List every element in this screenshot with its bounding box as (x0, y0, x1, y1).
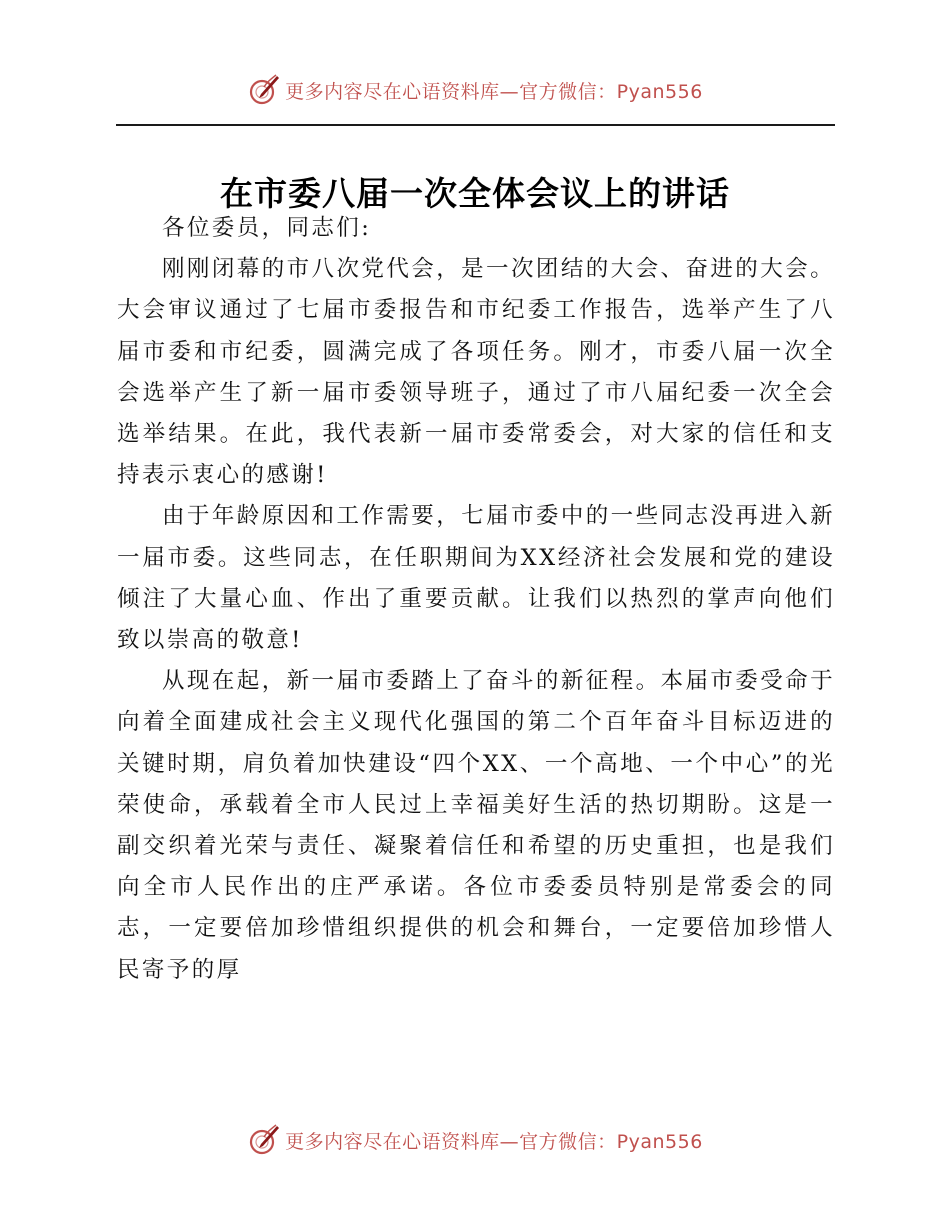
footer-banner-text: 更多内容尽在心语资料库—官方微信：Pyan556 (285, 1130, 703, 1153)
header-banner-text: 更多内容尽在心语资料库—官方微信：Pyan556 (285, 80, 703, 103)
paragraph: 从现在起，新一届市委踏上了奋斗的新征程。本届市委受命于向着全面建成社会主义现代化强国的第二个百年奋斗目标迈进的关键时期，肩负着加快建设“四个XX、一个高地、一个中心”的光荣使命，承载着全市人民过上幸福美好生活的热切期盼。这是一副交织着光荣与责任、凝聚着信任和希望的历史重担，也是我们向全市人民作出的庄严承诺。各位市委委员特别是常委会的同志，一定要倍加珍惜组织提供的机会和舞台，一定要倍加珍惜人民寄予的厚 (117, 668, 835, 983)
quill-pen-logo-icon (247, 73, 281, 107)
paragraph: 由于年龄原因和工作需要，七届市委中的一些同志没再进入新一届市委。这些同志，在任职期间为XX经济社会发展和党的建设倾注了大量心血、作出了重要贡献。让我们以热烈的掌声向他们致以崇高的敬意! (117, 503, 835, 654)
greeting-line: 各位委员，同志们: (162, 215, 372, 241)
header-divider (116, 124, 835, 126)
header-banner (0, 70, 950, 110)
document-body (117, 208, 835, 991)
quill-pen-logo-icon (247, 1123, 281, 1157)
paragraph: 刚刚闭幕的市八次党代会，是一次团结的大会、奋进的大会。大会审议通过了七届市委报告和市纪委工作报告，选举产生了八届市委和市纪委，圆满完成了各项任务。刚才，市委八届一次全会选举产生了新一届市委领导班子，通过了市八届纪委一次全会选举结果。在此，我代表新一届市委常委会，对大家的信任和支持表示衷心的感谢! (117, 256, 835, 489)
footer-banner (0, 1120, 950, 1160)
document-title: 在市委八届一次全体会议上的讲话 (220, 174, 730, 213)
